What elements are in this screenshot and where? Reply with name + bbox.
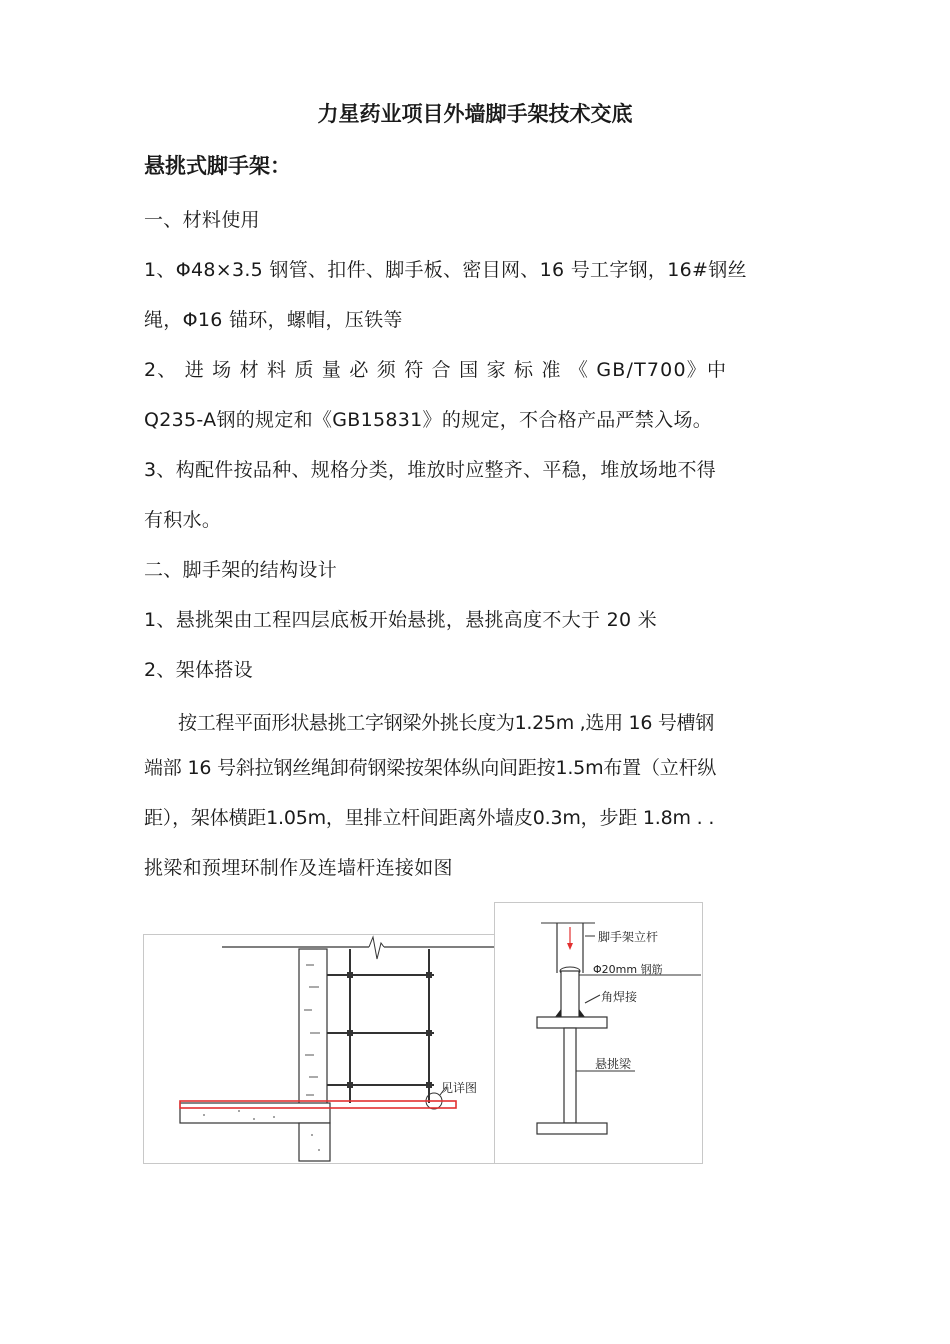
text-line: 3、构配件按品种、规格分类，堆放时应整齐、平稳，堆放场地不得	[144, 459, 717, 481]
text-line: 端部 16 号斜拉钢丝绳卸荷钢梁按架体纵向间距按1.5m布置（立杆纵	[144, 757, 717, 779]
detail-callout-label: 见详图	[441, 1081, 478, 1095]
beam-label: 悬挑梁	[595, 1057, 632, 1071]
text-line: 一、材料使用	[144, 209, 260, 231]
text-line: 挑梁和预埋环制作及连墙杆连接如图	[144, 857, 453, 879]
section-heading: 悬挑式脚手架：	[144, 154, 291, 178]
text-line: 二、脚手架的结构设计	[144, 559, 338, 581]
text-line: 绳，Φ16 锚环，螺帽，压铁等	[144, 309, 403, 331]
anchor-detail-figure	[494, 902, 703, 1164]
rebar-label: Φ20mm 钢筋	[593, 963, 663, 976]
text-line: 按工程平面形状悬挑工字钢梁外挑长度为1.25m ,选用 16 号槽钢	[178, 712, 714, 734]
scaffold-elevation-figure	[143, 934, 497, 1164]
anchor-detail-drawing	[495, 903, 702, 1163]
text-line: 2、 进 场 材 料 质 量 必 须 符 合 国 家 标 准 《 GB/T700》中	[144, 359, 728, 381]
text-line: 有积水。	[144, 509, 222, 531]
pole-label: 脚手架立杆	[598, 930, 659, 944]
text-line: Q235-A钢的规定和《GB15831》的规定，不合格产品严禁入场。	[144, 409, 713, 431]
text-line: 1、Φ48×3.5 钢管、扣件、脚手板、密目网、16 号工字钢，16#钢丝	[144, 259, 747, 281]
scaffold-elevation-drawing	[144, 935, 496, 1163]
text-line: 1、悬挑架由工程四层底板开始悬挑，悬挑高度不大于 20 米	[144, 609, 658, 631]
document-title: 力星药业项目外墙脚手架技术交底	[317, 102, 633, 126]
text-line: 距），架体横距1.05m，里排立杆间距离外墙皮0.3m，步距 1.8m . .	[144, 807, 715, 829]
text-line: 2、架体搭设	[144, 659, 253, 681]
weld-label: 角焊接	[601, 990, 638, 1004]
